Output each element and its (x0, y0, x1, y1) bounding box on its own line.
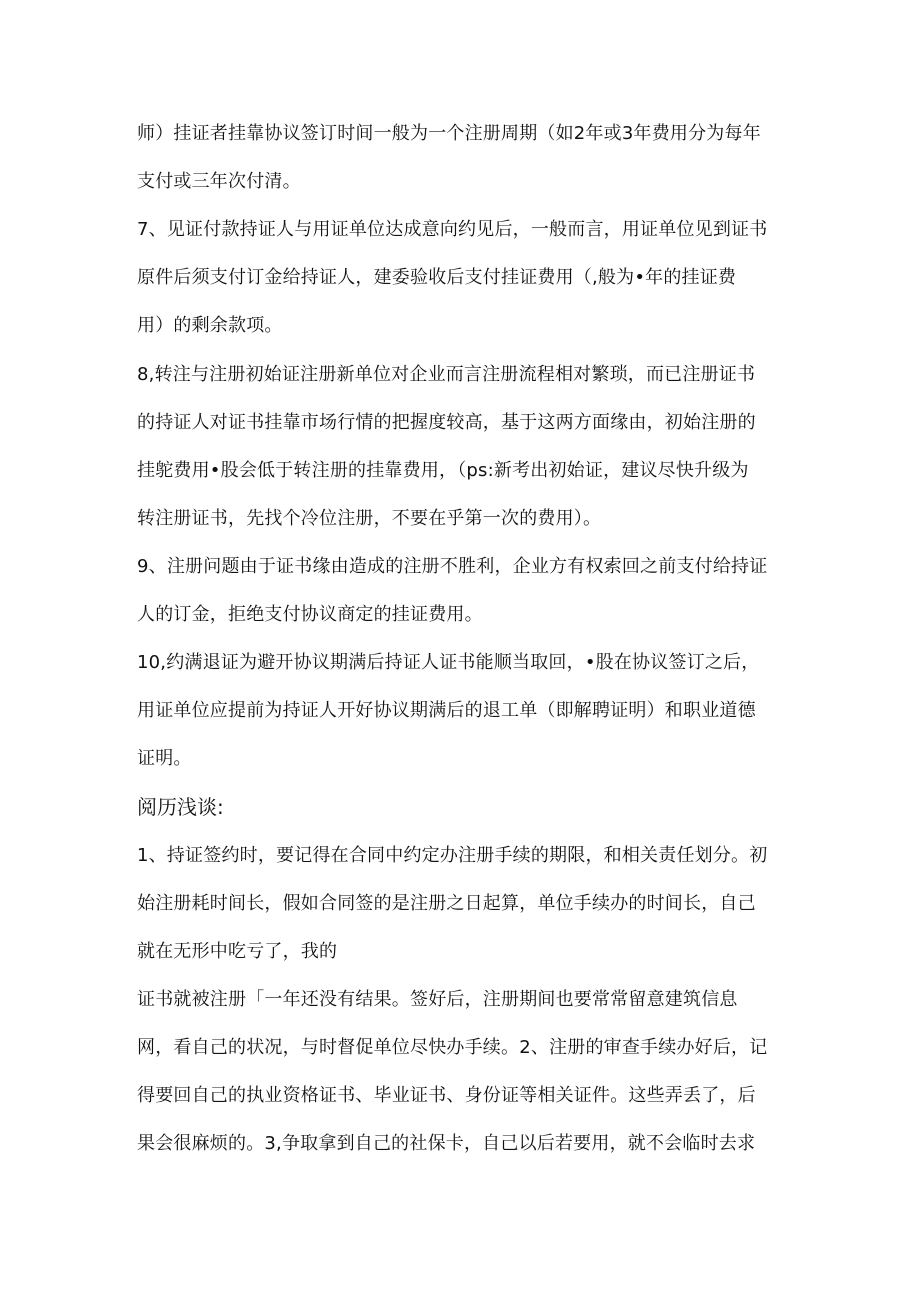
text-line: 原件后须支付订金给持证人，建委验收后支付挂证费用（,般为•年的挂证费 (137, 267, 737, 288)
text-line: 10,约满退证为避开协议期满后持证人证书能顺当取回，•股在协议签订之后， (137, 652, 760, 673)
text-line: 得要回自己的执业资格证书、毕业证书、身份证等相关证件。这些弄丢了，后 (137, 1085, 756, 1106)
section-heading: 阅历浅谈: (137, 795, 224, 819)
text-line: 网，看自己的状况，与时督促单位尽快办手续。2、注册的审查手续办好后，记 (137, 1037, 768, 1058)
text-line: 用）的剩余款项。 (137, 315, 283, 336)
text-line: 支付或三年次付清。 (137, 171, 301, 192)
text-line: 证书就被注册「一年还没有结果。签好后，注册期间也要常常留意建筑信息 (137, 989, 738, 1010)
text-line: 的持证人对证书挂靠市场行情的把握度较高，基于这两方面缘由，初始注册的 (137, 412, 756, 433)
text-line: 7、见证付款持证人与用证单位达成意向约见后，一般而言，用证单位见到证书 (137, 219, 768, 240)
text-line: 挂鸵费用•股会低于转注册的挂靠费用，（ps:新考出初始证，建议尽快升级为 (137, 460, 749, 481)
text-line: 用证单位应提前为持证人开好协议期满后的退工单（即解聘证明）和职业道德 (137, 700, 756, 721)
text-line: 人的订金，拒绝支付协议商定的挂证费用。 (137, 604, 483, 625)
text-line: 9、注册问题由于证书缘由造成的注册不胜利，企业方有权索回之前支付给持证 (137, 556, 768, 577)
text-line: 师）挂证者挂靠协议签订时间一般为一个注册周期（如2年或3年费用分为每年 (137, 123, 761, 144)
text-line: 8,转注与注册初始证注册新单位对企业而言注册流程相对繁琐，而已注册证书 (137, 364, 756, 385)
text-line: 就在无形中吃亏了，我的 (137, 941, 338, 962)
text-line: 果会很麻烦的。3,争取拿到自己的社保卡，自己以后若要用，就不会临时去求 (137, 1133, 756, 1154)
text-line: 证明。 (137, 748, 192, 769)
text-line: 始注册耗时间长，假如合同签的是注册之日起算，单位手续办的时间长，自己 (137, 893, 756, 914)
text-line: 1、持证签约时，要记得在合同中约定办注册手续的期限，和相关责任划分。初 (137, 845, 768, 866)
text-line: 转注册证书，先找个冷位注册，不要在乎第一次的费用）。 (137, 508, 602, 529)
